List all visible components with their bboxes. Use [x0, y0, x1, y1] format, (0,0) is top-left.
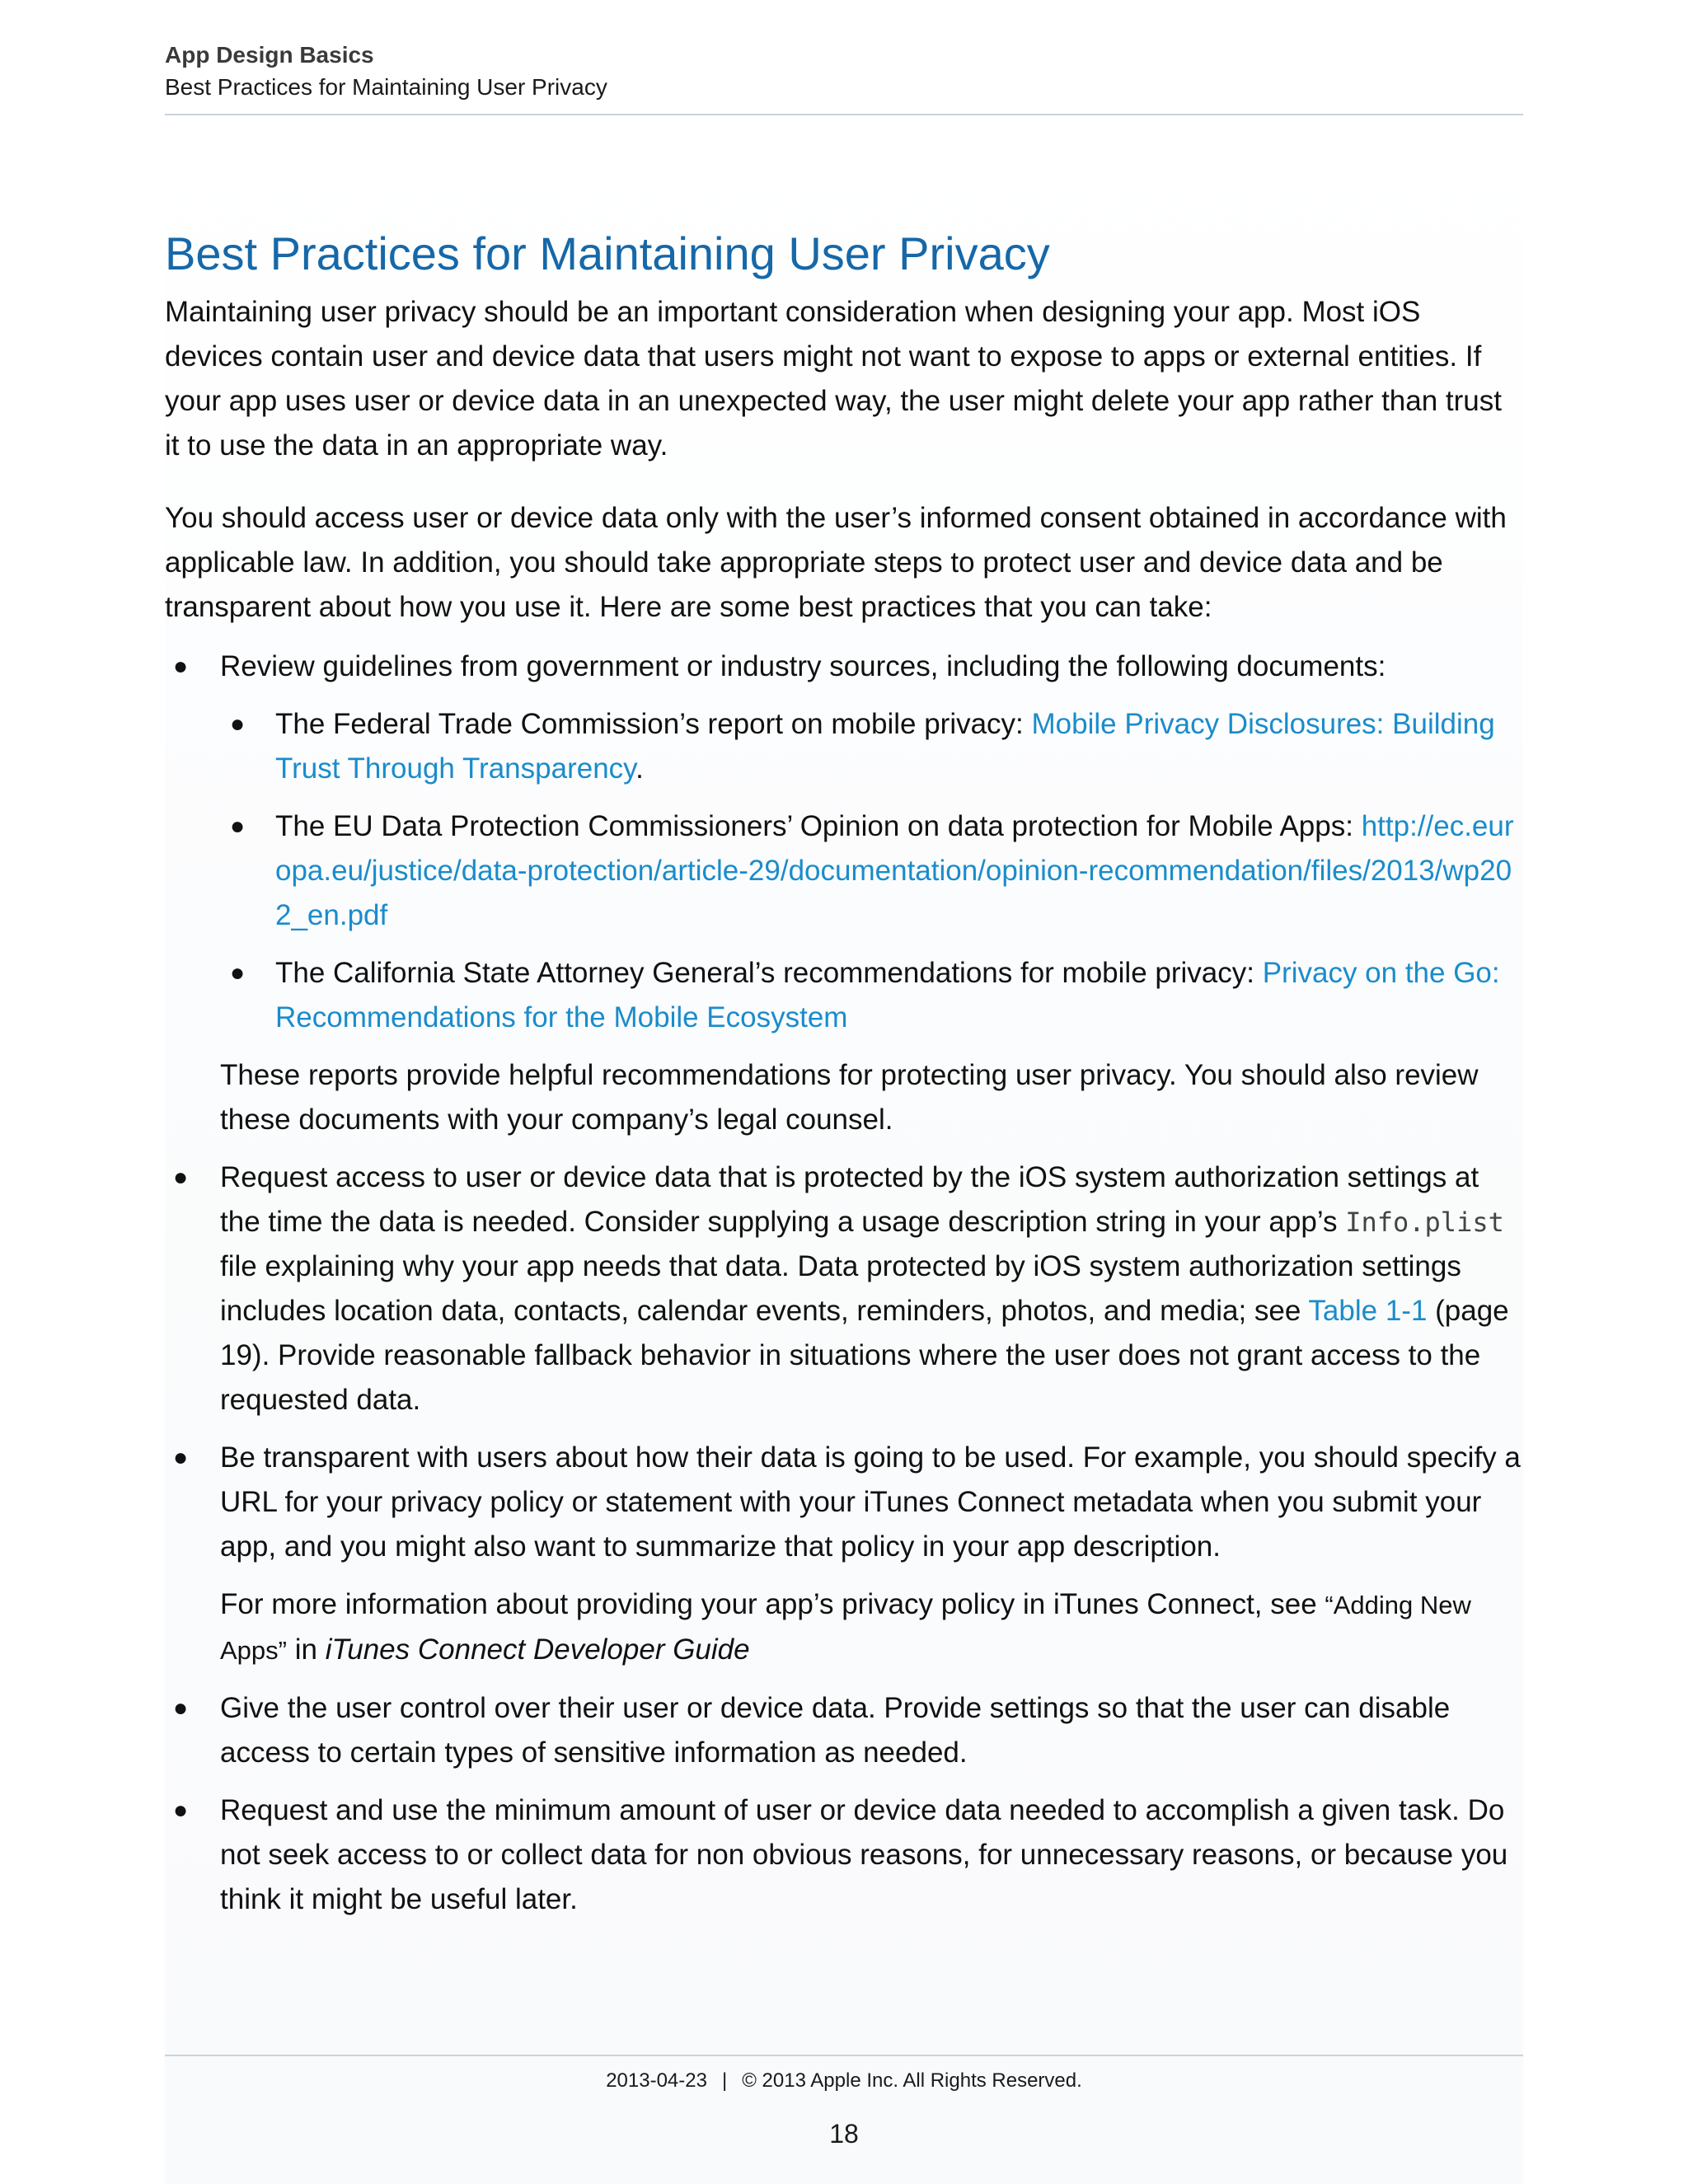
best-practices-list	[165, 644, 1523, 1922]
footer-date: 2013-04-23	[606, 2069, 707, 2092]
intro-paragraph-1: Maintaining user privacy should be an important consideration when designing your app. Most iOS devices contain user and device data that users might not want to expose to apps or external entities. If your app uses user or device data in an unexpected way, the user might delete your app rather than trust it to use the data in an appropriate way.	[165, 296, 1502, 462]
bullet-icon: ●	[173, 653, 189, 680]
sub-item-text: The EU Data Protection Commissioners’ Opinion on data protection for Mobile Apps:	[275, 810, 1362, 842]
main-content	[165, 224, 1523, 1935]
ftc-report-link[interactable]: Mobile Privacy Disclosures: Building Trust Through Transparency	[275, 708, 1495, 785]
list-item-note	[220, 1582, 1523, 1673]
list-item-text: Request and use the minimum amount of user or device data needed to accomplish a given task. Do not seek access to or collect data for non obvious reasons, for unnecessary reasons, or because you think it might be useful later.	[220, 1794, 1508, 1915]
eu-opinion-link[interactable]: http://ec.europa.eu/justice/data-protection/article-29/documentation/opinion-recommendation/files/2013/wp202_en.pdf	[275, 810, 1514, 931]
running-header	[165, 40, 1523, 104]
list-item-text	[220, 1155, 1523, 1422]
page-number: 18	[829, 2119, 859, 2149]
list-item	[165, 1155, 1523, 1422]
footer-separator: |	[721, 2069, 728, 2092]
note-text-a: For more information about providing your app’s privacy policy in iTunes Connect, see	[220, 1588, 1325, 1620]
developer-guide-title: iTunes Connect Developer Guide	[325, 1633, 750, 1666]
note-text-b: in	[286, 1633, 326, 1666]
sub-item-text-end: .	[635, 752, 644, 785]
sub-list-item	[220, 951, 1523, 1040]
list-item	[165, 1686, 1523, 1775]
bullet-icon: ●	[230, 710, 246, 738]
list-item-text: Give the user control over their user or device data. Provide settings so that the user can disable access to certain types of sensitive information as needed.	[220, 1692, 1451, 1769]
table-reference-link[interactable]: Table 1-1	[1308, 1295, 1428, 1327]
footer-line	[165, 2067, 1523, 2095]
bullet-icon: ●	[173, 1694, 189, 1722]
header-divider	[165, 114, 1523, 115]
list-item-text-c: (page 19). Provide reasonable fallback behavior in situations where the user does not grant access to the requested data.	[220, 1295, 1509, 1416]
footer-divider	[165, 2055, 1523, 2056]
bullet-icon: ●	[173, 1164, 189, 1191]
list-item	[165, 1788, 1523, 1922]
header-section-title: App Design Basics	[165, 42, 374, 68]
sub-item-text: The California State Attorney General’s recommendations for mobile privacy:	[275, 957, 1263, 989]
adding-new-apps-reference[interactable]: “Adding New Apps”	[220, 1591, 1471, 1665]
sub-list	[220, 702, 1523, 1040]
bullet-icon: ●	[173, 1444, 189, 1471]
sub-list-item	[220, 804, 1523, 938]
intro-paragraph-2: You should access user or device data only with the user’s informed consent obtained in accordance with applicable law. In addition, you should take appropriate steps to protect user and device data and be transparent about how you use it. Here are some best practices that you can take:	[165, 502, 1507, 623]
list-item	[165, 644, 1523, 1142]
sub-item-text: The Federal Trade Commission’s report on mobile privacy:	[275, 708, 1032, 740]
footer-copyright: © 2013 Apple Inc. All Rights Reserved.	[742, 2069, 1082, 2092]
list-item-text: Review guidelines from government or industry sources, including the following documents:	[220, 650, 1386, 682]
sub-list-item	[220, 702, 1523, 791]
list-item-note: These reports provide helpful recommendations for protecting user privacy. You should also review these documents with your company’s legal counsel.	[220, 1059, 1479, 1136]
page-footer	[165, 2067, 1523, 2154]
code-info-plist: Info.plist	[1345, 1207, 1504, 1238]
list-item	[165, 1436, 1523, 1673]
bullet-icon: ●	[173, 1797, 189, 1824]
list-item-text-a: Request access to user or device data that is protected by the iOS system authorization settings at the time the data is needed. Consider supplying a usage description string in your app’s	[220, 1161, 1479, 1238]
list-item-text: Be transparent with users about how their data is going to be used. For example, you should specify a URL for your privacy policy or statement with your iTunes Connect metadata when you submit your app, and you might also want to summarize that policy in your app description.	[220, 1441, 1521, 1563]
page-title: Best Practices for Maintaining User Privacy	[165, 227, 1050, 279]
bullet-icon: ●	[230, 813, 246, 840]
california-ag-link[interactable]: Privacy on the Go: Recommendations for the Mobile Ecosystem	[275, 957, 1500, 1033]
header-subtitle: Best Practices for Maintaining User Privacy	[165, 74, 607, 100]
bullet-icon: ●	[230, 959, 246, 987]
list-item-text-b: file explaining why your app needs that data. Data protected by iOS system authorization settings includes location data, contacts, calendar events, reminders, photos, and media; see	[220, 1250, 1461, 1327]
